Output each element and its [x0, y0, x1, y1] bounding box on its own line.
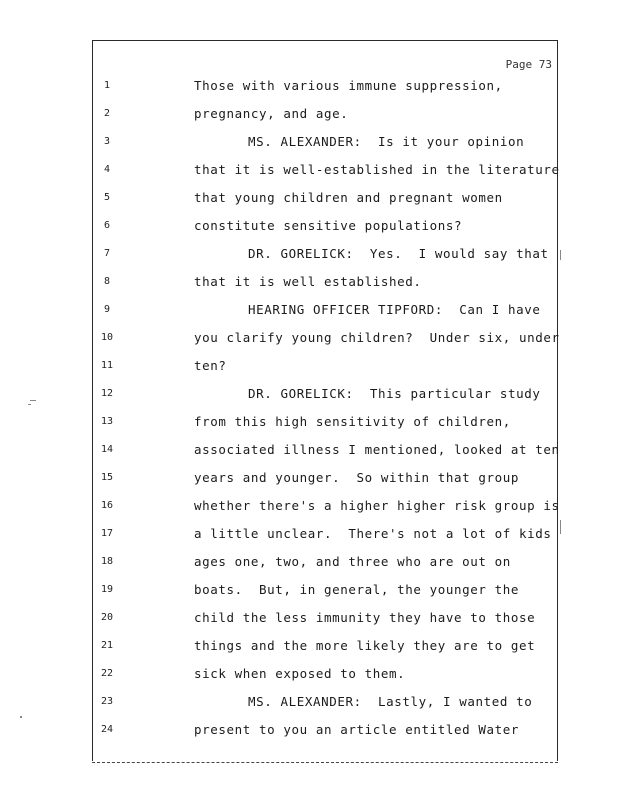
scan-speck: [560, 250, 561, 260]
line-number: 18: [100, 556, 114, 567]
line-number: 10: [100, 332, 114, 343]
transcript-line: things and the more likely they are to get: [194, 638, 536, 653]
bottom-rule: [92, 762, 558, 763]
line-number: 7: [103, 248, 111, 259]
scan-speck: [20, 716, 22, 718]
transcript-line: DR. GORELICK: Yes. I would say that: [248, 246, 549, 261]
line-number: 12: [100, 388, 114, 399]
transcript-line: sick when exposed to them.: [194, 666, 406, 681]
transcript-line: MS. ALEXANDER: Lastly, I wanted to: [248, 694, 533, 709]
line-number: 23: [100, 696, 114, 707]
transcript-line: associated illness I mentioned, looked at ten: [194, 442, 560, 457]
transcript-line: whether there's a higher higher risk group is: [194, 498, 560, 513]
scan-speck: [30, 400, 36, 401]
line-number: 13: [100, 416, 114, 427]
transcript-line: ten?: [194, 358, 227, 373]
line-number: 16: [100, 500, 114, 511]
transcript-line: pregnancy, and age.: [194, 106, 349, 121]
line-number: 19: [100, 584, 114, 595]
scan-speck: [28, 404, 31, 405]
transcript-line: a little unclear. There's not a lot of kids: [194, 526, 552, 541]
transcript-line: boats. But, in general, the younger the: [194, 582, 520, 597]
line-number: 6: [103, 220, 111, 231]
line-number: 9: [103, 304, 111, 315]
line-number: 2: [103, 108, 111, 119]
line-number: 4: [103, 164, 111, 175]
line-number: 11: [100, 360, 114, 371]
line-number: 20: [100, 612, 114, 623]
line-number: 14: [100, 444, 114, 455]
scan-speck: [560, 520, 561, 534]
transcript-line: that it is well-established in the literature: [194, 162, 560, 177]
transcript-line: MS. ALEXANDER: Is it your opinion: [248, 134, 525, 149]
line-number: 15: [100, 472, 114, 483]
transcript-line: that it is well established.: [194, 274, 422, 289]
transcript-line: Those with various immune suppression,: [194, 78, 503, 93]
line-number: 17: [100, 528, 114, 539]
line-number: 5: [103, 192, 111, 203]
transcript-line: child the less immunity they have to those: [194, 610, 536, 625]
transcript-line: that young children and pregnant women: [194, 190, 503, 205]
transcript-line: present to you an article entitled Water: [194, 722, 520, 737]
transcript-line: ages one, two, and three who are out on: [194, 554, 511, 569]
transcript-line: years and younger. So within that group: [194, 470, 520, 485]
line-number: 8: [103, 276, 111, 287]
line-number: 3: [103, 136, 111, 147]
transcript-line: DR. GORELICK: This particular study: [248, 386, 541, 401]
transcript-line: you clarify young children? Under six, under: [194, 330, 560, 345]
line-number: 22: [100, 668, 114, 679]
transcript-line: from this high sensitivity of children,: [194, 414, 511, 429]
line-number: 24: [100, 724, 114, 735]
transcript-line: HEARING OFFICER TIPFORD: Can I have: [248, 302, 541, 317]
transcript-line: constitute sensitive populations?: [194, 218, 463, 233]
page-number: Page 73: [505, 58, 552, 71]
line-number: 1: [103, 80, 111, 91]
line-number: 21: [100, 640, 114, 651]
